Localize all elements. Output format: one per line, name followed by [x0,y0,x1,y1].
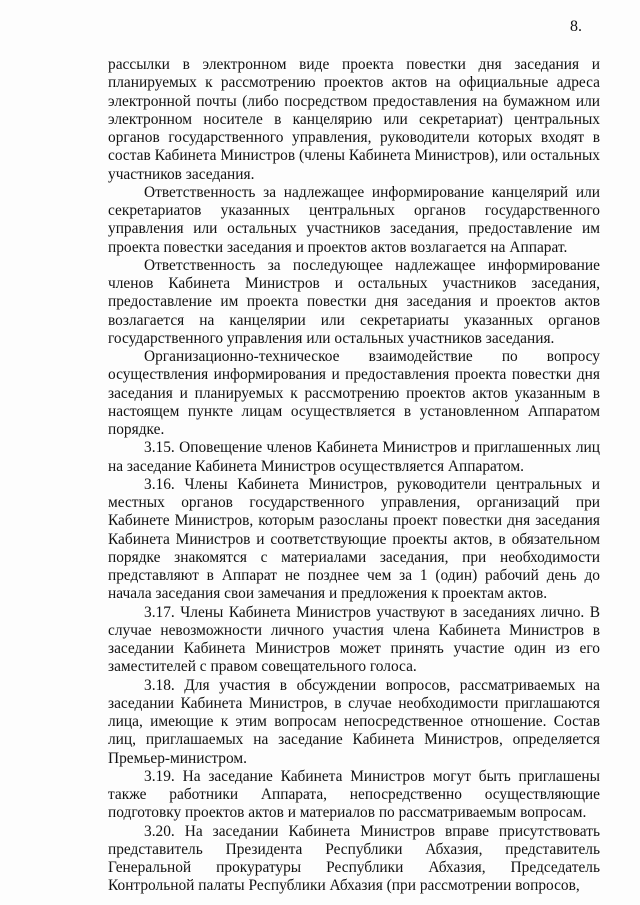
paragraph-3-15: 3.15. Оповещение членов Кабинета Министров и приглашенных лиц на заседание Кабинета Министров осуществляется Аппаратом. [108,439,600,475]
paragraph-3-18: 3.18. Для участия в обсуждении вопросов, рассматриваемых на заседании Кабинета Министров, в случае необходимости приглашаются лица, имеющие к этим вопросам непосредственное отношение. Состав лиц, приглашаемых на заседание Кабинета Министров, определяется Премьер-министром. [108,676,600,767]
paragraph-organizational-interaction: Организационно-техническое взаимодействие по вопросу осуществления информирования и предоставления проекта повестки дня заседания и планируемых к рассмотрению проектов актов указанным в настоящем пункте лицам осуществляется в установленном Аппаратом порядке. [108,348,600,438]
document-body [108,56,600,896]
paragraph-responsibility-subsequent: Ответственность за последующее надлежащее информирование членов Кабинета Министров и остальных участников заседания, предоставление им проекта повестки дня заседания и проектов актов возлагается на канцелярии или секретариаты указанных органов государственного управления или остальных участников заседания. [108,256,600,347]
paragraph-continuation: рассылки в электронном виде проекта повестки дня заседания и планируемых к рассмотрению проектов актов на официальные адреса электронной почты (либо посредством предоставления на бумажном или электронном носителе в канцелярию или секретариат) центральных органов государственного управления, руководители которых входят в состав Кабинета Министров (члены Кабинета Министров), или остальных участников заседания. [108,56,600,183]
paragraph-responsibility-chancelleries: Ответственность за надлежащее информирование канцелярий или секретариатов указанных центральных органов государственного управления или остальных участников заседания, предоставление им проекта повестки заседания и проектов актов возлагается на Аппарат. [108,183,600,256]
paragraph-3-17: 3.17. Члены Кабинета Министров участвуют в заседаниях лично. В случае невозможности личного участия члена Кабинета Министров в заседании Кабинета Министров может принять участие один из его заместителей с правом совещательного голоса. [108,603,600,676]
paragraph-3-20: 3.20. На заседании Кабинета Министров вправе присутствовать представитель Президента Республики Абхазия, представитель Генеральной прокуратуры Республики Абхазия, Председатель Контрольной палаты Республики Абхазия (при рассмотрении вопросов, [108,822,600,895]
paragraph-3-16: 3.16. Члены Кабинета Министров, руководители центральных и местных органов государственного управления, организаций при Кабинете Министров, которым разосланы проект повестки дня заседания Кабинета Министров и соответствующие проекты актов, в обязательном порядке знакомятся с материалами заседания, при необходимости представляют в Аппарат не позднее чем за 1 (один) рабочий день до начала заседания свои замечания и предложения к проектам актов. [108,475,600,603]
page-number: 8. [570,18,582,35]
paragraph-3-19: 3.19. На заседание Кабинета Министров могут быть приглашены также работники Аппарата, непосредственно осуществляющие подготовку проектов актов и материалов по рассматриваемым вопросам. [108,767,600,822]
